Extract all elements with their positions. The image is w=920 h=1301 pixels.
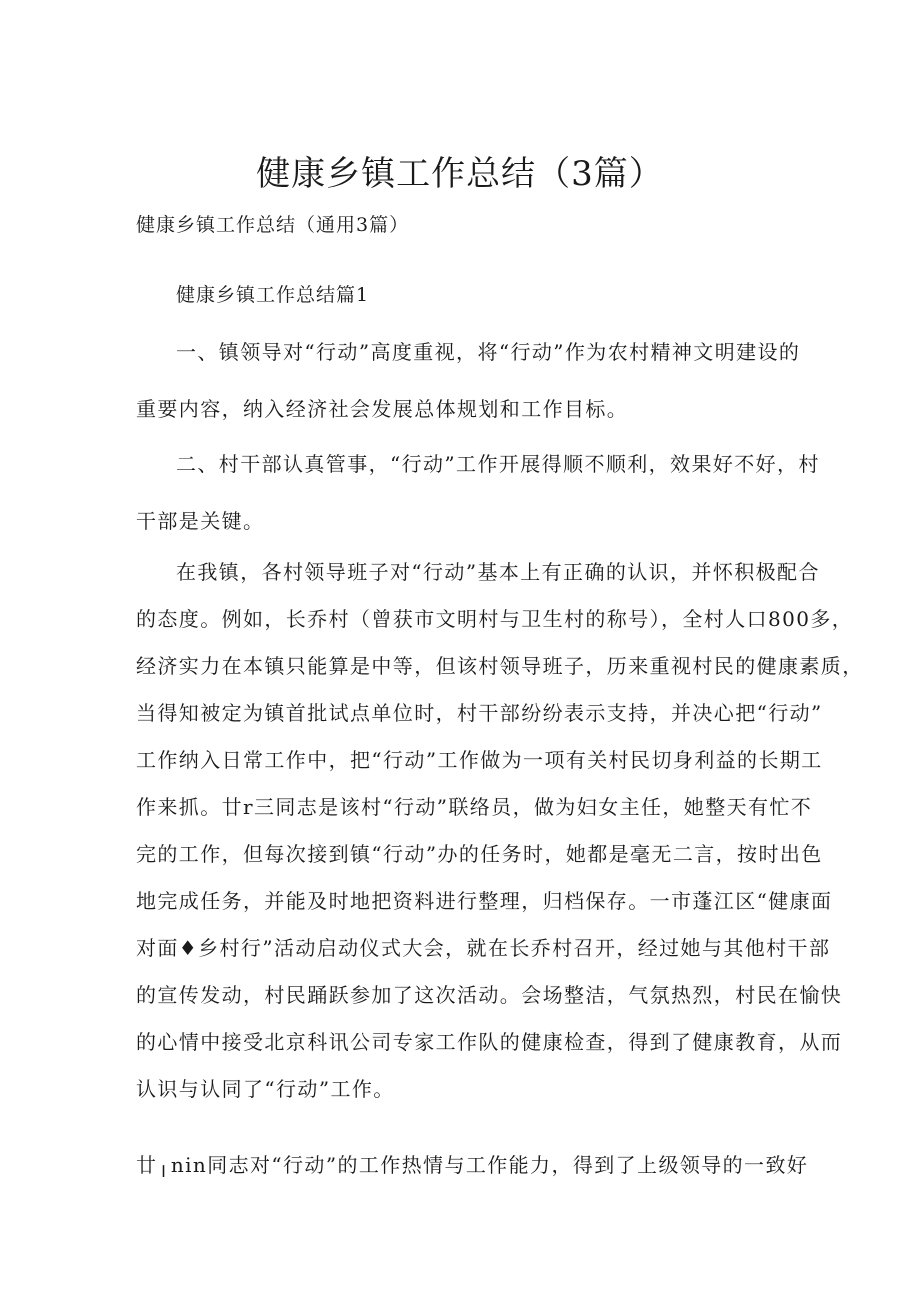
paragraph-1 <box>136 337 801 424</box>
paragraph-line: 经济实力在本镇只能算是中等，但该村领导班子，历来重视村民的健康素质， <box>136 654 864 678</box>
paragraph-3 <box>136 557 864 1104</box>
document-subtitle: 健康乡镇工作总结（通用3篇） <box>136 214 410 236</box>
document-title: 健康乡镇工作总结（3篇） <box>256 154 664 194</box>
paragraph-line: 完的工作，但每次接到镇“行动”办的任务时，她都是毫无二言，按时出色 <box>136 842 823 866</box>
paragraph-line: 在我镇，各村领导班子对“行动”基本上有正确的认识，并怀积极配合 <box>176 560 820 584</box>
paragraph-line: 认识与认同了“行动”工作。 <box>136 1077 395 1101</box>
paragraph-line: 的心情中接受北京科讯公司专家工作队的健康检查，得到了健康教育，从而 <box>136 1030 843 1054</box>
paragraph-line: 干部是关键。 <box>136 509 265 533</box>
paragraph-line: 重要内容，纳入经济社会发展总体规划和工作目标。 <box>136 397 629 421</box>
paragraph-line: 对面♦乡村行”活动启动仪式大会，就在长乔村召开，经过她与其他村干部 <box>136 936 831 960</box>
paragraph-2 <box>136 449 820 536</box>
paragraph-line: 当得知被定为镇首批试点单位时，村干部纷纷表示支持，并决心把“行动” <box>136 701 823 725</box>
paragraph-line: 的态度。例如，长乔村（曾获市文明村与卫生村的称号），全村人口800多， <box>136 607 854 631</box>
paragraph-line: 一、镇领导对“行动”高度重视，将“行动”作为农村精神文明建设的 <box>176 340 801 364</box>
paragraph-line: 作来抓。廿r三同志是该村“行动”联络员，做为妇女主任，她整天有忙不 <box>136 795 813 819</box>
paragraph-4 <box>136 1150 809 1180</box>
section-heading: 健康乡镇工作总结篇1 <box>176 284 370 306</box>
paragraph-line: 工作纳入日常工作中，把“行动”工作做为一项有关村民切身利益的长期工 <box>136 748 823 772</box>
paragraph-line: 地完成任务，并能及时地把资料进行整理，归档保存。一市蓬江区“健康面 <box>136 889 833 913</box>
paragraph-line: 二、村干部认真管事，“行动”工作开展得顺不顺利，效果好不好，村 <box>176 452 820 476</box>
paragraph-line: 廿╷nin同志对“行动”的工作热情与工作能力，得到了上级领导的一致好 <box>136 1153 809 1177</box>
paragraph-line: 的宣传发动，村民踊跃参加了这次活动。会场整洁，气氛热烈，村民在愉快 <box>136 983 843 1007</box>
